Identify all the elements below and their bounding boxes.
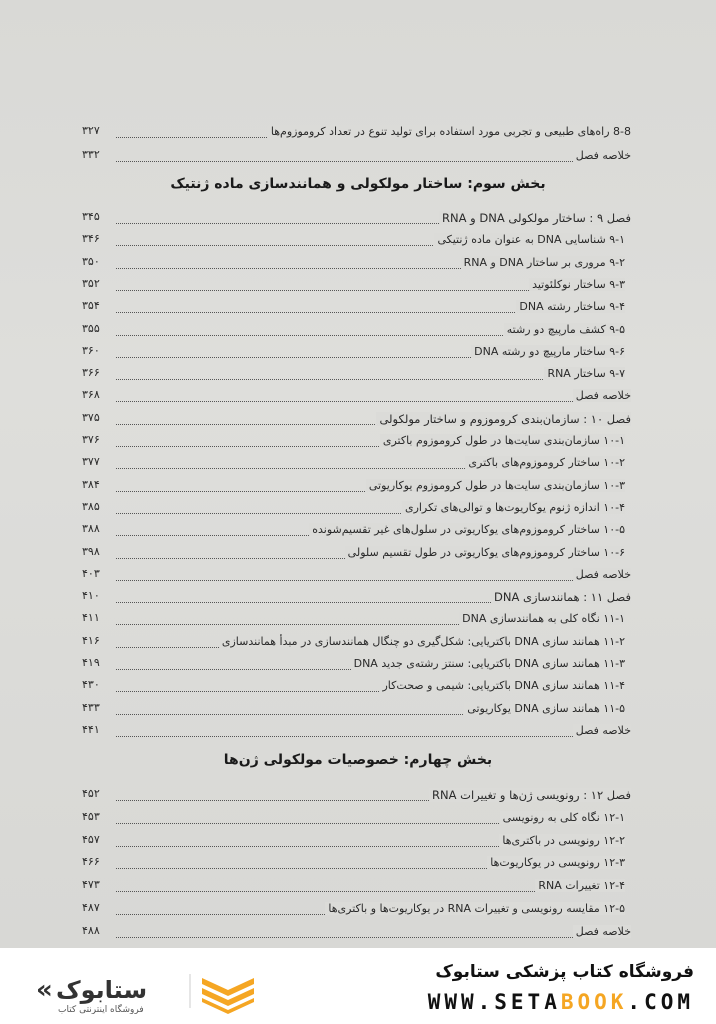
toc-entry [82, 654, 631, 674]
toc-page-number: ۴۱۹ [82, 656, 100, 669]
toc-entry [82, 632, 631, 652]
toc-entry-title: ۱۱-۳ همانند سازی DNA باکتریایی: سنتز رشته‌ی جدید DNA [351, 657, 625, 670]
toc-entry-title: ۹-۱ شناسایی DNA به عنوان ماده ژنتیکی [434, 233, 625, 246]
toc-entry [82, 146, 631, 166]
toc-page-number: ۳۶۰ [82, 343, 100, 357]
toc-entry-title: ۹-۲ مروری بر ساختار DNA و RNA [461, 256, 625, 269]
toc-entry-title: ۱۲-۳ رونویسی در یوکاریوت‌ها [487, 856, 625, 869]
toc-entry-title: خلاصه فصل [573, 389, 631, 402]
toc-entry [82, 565, 631, 585]
toc-entry-title: خلاصه فصل [573, 724, 631, 737]
toc-page-number: ۴۸۷ [82, 901, 100, 914]
dot-leader [116, 580, 631, 581]
toc-entry [82, 498, 631, 518]
toc-page-number: ۴۱۰ [82, 589, 100, 603]
section-3-title: بخش سوم: ساختار مولکولی و همانندسازی ماده ژنتیک [170, 176, 546, 192]
toc-entry [82, 342, 631, 362]
setabook-logo-mark [30, 968, 260, 1014]
dot-leader [116, 401, 631, 402]
toc-entry [82, 275, 631, 295]
toc-entry [82, 543, 631, 563]
store-url[interactable]: WWW.SETABOOK.COM [427, 990, 694, 1014]
toc-entry-title: ۱۱-۵ همانند سازی DNA یوکاریوتی [464, 702, 625, 715]
toc-entry-title: ۱۲-۱ نگاه کلی به رونویسی [500, 811, 625, 824]
toc-entry-title: فصل ۱۰ : سازمان‌بندی کروموزوم و ساختار مولکولی [376, 412, 631, 426]
toc-entry [82, 253, 631, 273]
toc-entry [82, 297, 631, 317]
toc-entry [82, 409, 631, 429]
toc-page-number: ۳۴۶ [82, 232, 100, 246]
toc-entry-title: خلاصه فصل [573, 568, 631, 581]
toc-entry-title: ۱۲-۴ تغییرات RNA [535, 879, 625, 892]
toc-page-number: ۴۸۸ [82, 923, 100, 937]
toc-entry [82, 230, 631, 250]
toc-page-number: ۳۵۵ [82, 321, 100, 335]
toc-entry-title: ۹-۴ ساختار رشته DNA [516, 300, 625, 313]
section-4-title: بخش چهارم: خصوصیات مولکولی ژن‌ها [223, 752, 493, 768]
toc-page-number: ۴۳۰ [82, 678, 100, 692]
toc-entry-title: ۱۰-۳ سازمان‌بندی سایت‌ها در طول کروموزوم یوکاریوتی [366, 479, 625, 492]
svg-text:«: « [36, 975, 53, 1005]
toc-entry-title: ۱۰-۶ ساختار کروموزوم‌های یوکاریوتی در طول تقسیم سلولی [345, 546, 625, 559]
dot-leader [116, 736, 631, 737]
toc-page-number: ۴۱۱ [82, 611, 100, 625]
toc-page-number: ۳۵۲ [82, 276, 100, 290]
toc-entry [82, 587, 631, 607]
toc-entry [82, 676, 631, 696]
dot-leader [116, 161, 631, 162]
toc-entry [82, 876, 631, 896]
toc-page-number: ۴۴۱ [82, 722, 100, 736]
toc-page-number: ۳۷۵ [82, 410, 100, 424]
toc-entry [82, 831, 631, 851]
toc-entry-title: ۹-۳ ساختار نوکلئوتید [529, 278, 625, 291]
toc-entry-title: ۱۲-۵ مقایسه رونویسی و تغییرات RNA در یوکاریوت‌ها و باکتری‌ها [325, 902, 625, 915]
toc-entry-title: ۱۱-۱ نگاه کلی به همانندسازی DNA [459, 612, 625, 625]
toc-entry [82, 320, 631, 340]
toc-entry-title: فصل ۱۱ : همانندسازی DNA [491, 590, 631, 604]
toc-page-number: ۳۳۲ [82, 148, 100, 161]
dot-leader [116, 937, 631, 938]
toc-entry [82, 476, 631, 496]
toc-entry [82, 899, 631, 919]
toc-entry [82, 853, 631, 873]
toc-entry [82, 721, 631, 741]
toc-entry-title: 8-8 راه‌های طبیعی و تجربی مورد استفاده برای تولید تنوع در تعداد کروموزوم‌ها [268, 125, 631, 138]
toc-entry [82, 364, 631, 384]
toc-page-number: ۳۲۷ [82, 124, 100, 137]
toc-entry-title: ۱۰-۱ سازمان‌بندی سایت‌ها در طول کروموزوم باکتری [380, 434, 625, 447]
toc-entry-title: ۱۰-۵ ساختار کروموزوم‌های یوکاریوتی در سلول‌های غیر تقسیم‌شونده [309, 523, 625, 536]
toc-entry-title: ۹-۵ کشف مارپیچ دو رشته [504, 323, 625, 336]
toc-page-number: ۳۸۵ [82, 499, 100, 513]
toc-page-number: ۳۵۴ [82, 299, 100, 313]
toc-entry [82, 808, 631, 828]
toc-page-number: ۳۶۸ [82, 388, 100, 402]
toc-entry [82, 122, 631, 142]
toc-page-number: ۳۸۸ [82, 522, 100, 536]
toc-entry [82, 431, 631, 451]
toc-entry-title: ۹-۷ ساختار RNA [544, 367, 625, 380]
toc-page-number: ۴۵۲ [82, 787, 100, 800]
toc-page-number: ۳۶۶ [82, 366, 100, 380]
toc-page-number: ۴۱۶ [82, 633, 100, 647]
toc-page-number: ۳۷۶ [82, 433, 100, 446]
toc-page-number: ۴۰۳ [82, 566, 100, 580]
toc-page-number: ۳۴۵ [82, 210, 100, 223]
toc-entry-title: ۱۰-۲ ساختار کروموزوم‌های باکتری [465, 456, 625, 469]
toc-entry-title: فصل ۹ : ساختار مولکولی DNA و RNA [439, 211, 631, 225]
toc-entry [82, 386, 631, 406]
toc-entry-title: ۱۰-۴ اندازه ژنوم یوکاریوت‌ها و توالی‌های تکراری [402, 501, 625, 514]
toc-entry-title: ۹-۶ ساختار مارپیچ دو رشته DNA [471, 345, 625, 358]
logo-subtitle: فروشگاه اینترنتی کتاب [58, 1005, 144, 1014]
toc-page-number: ۳۷۷ [82, 455, 100, 469]
toc-page-number: ۴۳۳ [82, 700, 100, 714]
toc-entry-title: ۱۱-۴ همانند سازی DNA باکتریایی: شیمی و صحت‌کار [380, 679, 626, 692]
toc-page-number: ۳۹۸ [82, 544, 100, 558]
toc-page-number: ۴۵۳ [82, 809, 100, 823]
store-name: فروشگاه کتاب پزشکی ستابوک [435, 962, 694, 982]
logo-wordmark: ستابوک [56, 976, 148, 1004]
setabook-logo [30, 968, 260, 1014]
toc-page-number: ۳۸۴ [82, 477, 100, 491]
toc-entry [82, 699, 631, 719]
toc-page-number: ۴۵۷ [82, 832, 100, 846]
toc-entry-title: خلاصه فصل [573, 149, 631, 162]
toc-entry-title: خلاصه فصل [573, 925, 631, 938]
toc-entry [82, 520, 631, 540]
toc-page-number: ۴۶۶ [82, 855, 100, 869]
toc-entry [82, 785, 631, 805]
toc-entry [82, 609, 631, 629]
toc-page-number: ۴۷۳ [82, 878, 100, 892]
toc-entry [82, 208, 631, 228]
toc-entry-title: ۱۱-۲ همانند سازی DNA باکتریایی: شکل‌گیری دو چنگال همانندسازی در مبدأ همانندسازی [219, 635, 625, 648]
toc-page-number: ۳۵۰ [82, 254, 100, 268]
toc-entry-title: ۱۲-۲ رونویسی در باکتری‌ها [499, 834, 625, 847]
toc-entry [82, 922, 631, 942]
toc-entry-title: فصل ۱۲ : رونویسی ژن‌ها و تغییرات RNA [429, 788, 631, 802]
toc-entry [82, 453, 631, 473]
